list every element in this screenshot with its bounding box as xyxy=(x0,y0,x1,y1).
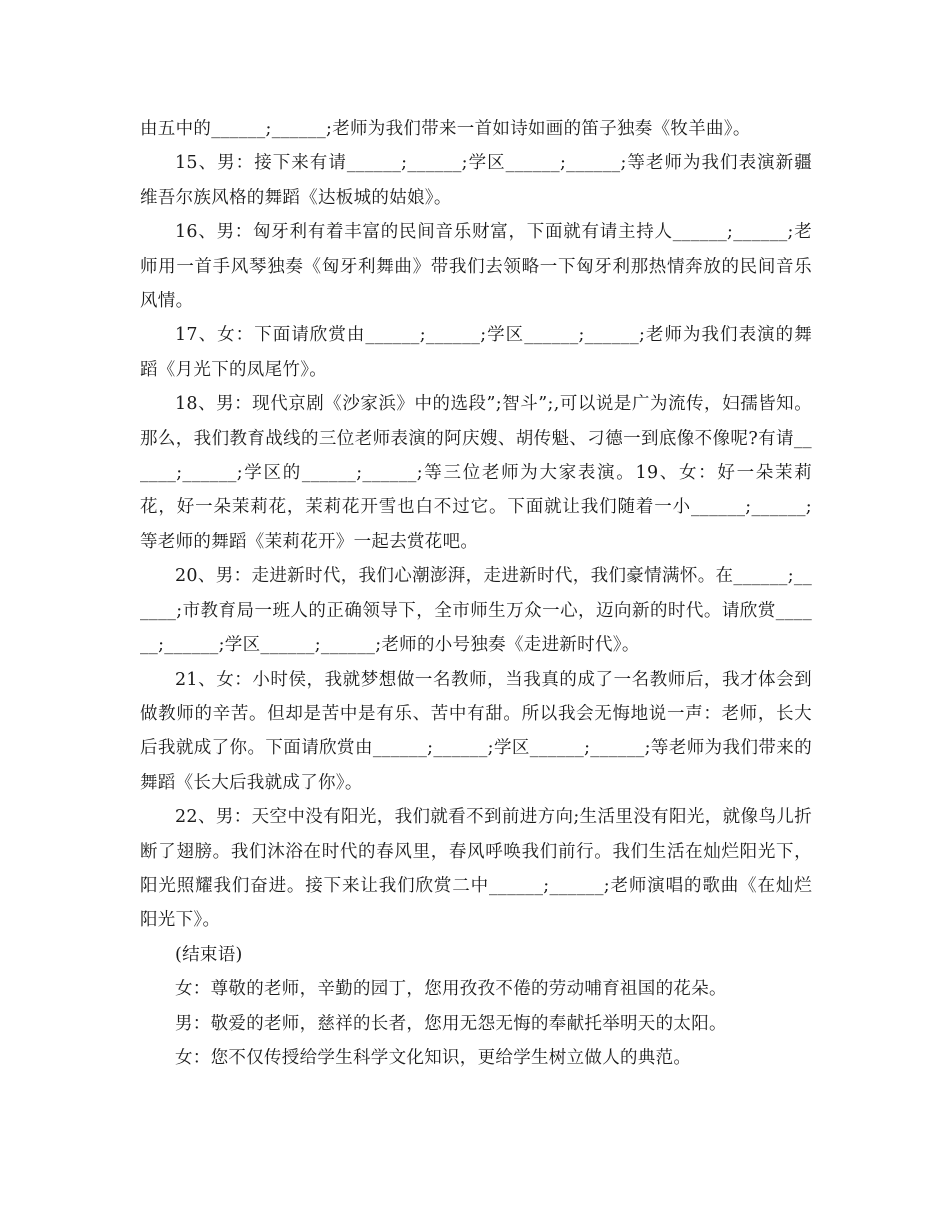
paragraph-continuation-14: 由五中的______;______;老师为我们带来一首如诗如画的笛子独奏《牧羊曲》。 xyxy=(140,119,751,139)
paragraph-22: 22、男：天空中没有阳光，我们就看不到前进方向;生活里没有阳光，就像鸟儿折断了翅膀。我们沐浴在时代的春风里，春风呼唤我们前行。我们生活在灿烂阳光下，阳光照耀我们奋进。接下来让我们欣赏二中______;______;老师演唱的歌曲《在灿烂阳光下》。 xyxy=(140,807,812,931)
paragraph-20: 20、男：走进新时代，我们心潮澎湃，走进新时代，我们豪情满怀。在______;______;市教育局一班人的正确领导下，全市师生万众一心，迈向新的时代。请欣赏______;______;学区______;______;老师的小号独奏《走进新时代》。 xyxy=(140,566,812,656)
paragraph-18-19: 18、男：现代京剧《沙家浜》中的选段”;智斗”;,可以说是广为流传，妇孺皆知。那么，我们教育战线的三位老师表演的阿庆嫂、胡传魁、刁德一到底像不像呢?有请______;______;学区的______;______;等三位老师为大家表演。19、女：好一朵茉莉花，好一朵茉莉花，茉莉花开雪也白不过它。下面就让我们随着一小______;______;等老师的舞蹈《茉莉花开》一起去赏花吧。 xyxy=(140,394,812,552)
closing-heading: (结束语) xyxy=(175,944,243,965)
closing-line-male-1: 男：敬爱的老师，慈祥的长者，您用无怨无悔的奉献托举明天的太阳。 xyxy=(175,1013,727,1034)
closing-line-female-2: 女：您不仅传授给学生科学文化知识，更给学生树立做人的典范。 xyxy=(175,1047,692,1068)
document-body xyxy=(140,112,812,1075)
paragraph-21: 21、女：小时侯，我就梦想做一名教师，当我真的成了一名教师后，我才体会到做教师的辛苦。但却是苦中是有乐、苦中有甜。所以我会无悔地说一声：老师，长大后我就成了你。下面请欣赏由______;______;学区______;______;等老师为我们带来的舞蹈《长大后我就成了你》。 xyxy=(140,669,812,793)
paragraph-15: 15、男：接下来有请______;______;学区______;______;等老师为我们表演新疆维吾尔族风格的舞蹈《达板城的姑娘》。 xyxy=(140,153,812,208)
paragraph-17: 17、女：下面请欣赏由______;______;学区______;______;老师为我们表演的舞蹈《月光下的凤尾竹》。 xyxy=(140,325,812,380)
paragraph-16: 16、男：匈牙利有着丰富的民间音乐财富，下面就有请主持人______;______;老师用一首手风琴独奏《匈牙利舞曲》带我们去领略一下匈牙利那热情奔放的民间音乐风情。 xyxy=(140,222,812,312)
closing-line-female-1: 女：尊敬的老师，辛勤的园丁，您用孜孜不倦的劳动哺育祖国的花朵。 xyxy=(175,979,727,1000)
